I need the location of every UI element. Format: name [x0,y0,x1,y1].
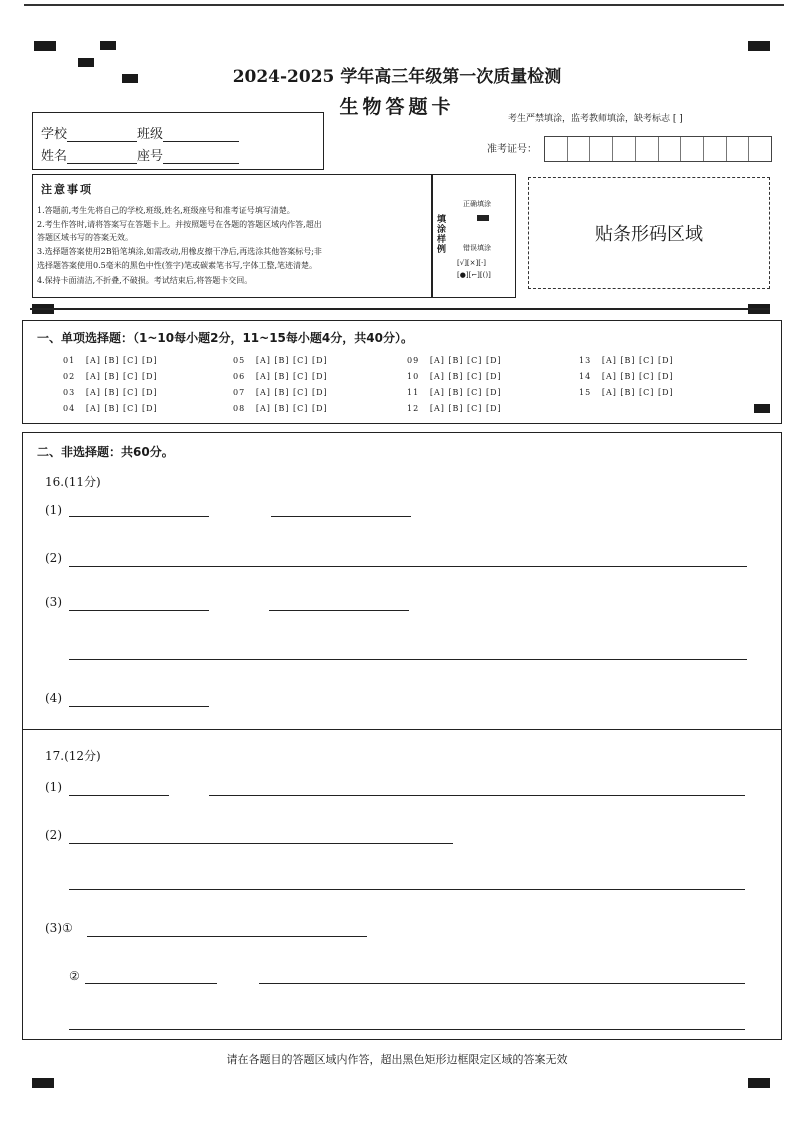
choice-question[interactable]: 05 [A] [B] [C] [D] [233,356,328,365]
q17-part3-label: (3)① [45,921,73,935]
section2-heading: 二、非选择题：共60分。 [37,445,174,459]
notes-title: 注意事项 [41,183,93,196]
answer-line[interactable] [69,566,747,567]
wrong-fill-label: 错误填涂 [463,244,491,252]
answer-line[interactable] [69,889,745,890]
notes-item: 1.答题前,考生先将自己的学校,班级,姓名,班级座号和准考证号填写清楚。 [37,206,295,215]
answer-line[interactable] [85,983,217,984]
answer-line[interactable] [259,983,745,984]
choice-question[interactable]: 14 [A] [B] [C] [D] [579,372,674,381]
top-border-line [24,4,784,6]
free-response-section [22,432,782,1040]
position-mark [748,41,770,51]
barcode-area [528,177,770,289]
choice-question[interactable]: 03 [A] [B] [C] [D] [63,388,158,397]
page-title: 2024-2025 学年高三年级第一次质量检测 [232,67,562,87]
q17-part1-label: (1) [45,780,62,794]
choice-question[interactable]: 09 [A] [B] [C] [D] [407,356,502,365]
q16-part2-label: (2) [45,551,62,565]
answer-line[interactable] [209,795,745,796]
answer-line[interactable] [69,706,209,707]
wrong-fill-marks: [√][×][·] [457,259,486,267]
ticket-number-label: 准考证号： [487,144,537,155]
question-divider [23,729,781,730]
section1-heading: 一、单项选择题：（1~10每小题2分，11~15每小题4分，共40分）。 [37,331,413,345]
answer-line[interactable] [269,610,409,611]
answer-line[interactable] [69,610,209,611]
notes-item: 选择题答案使用0.5毫米的黑色中性(签字)笔或碳素笔书写,字体工整,笔迹清楚。 [37,261,318,270]
notes-box [32,174,432,298]
position-mark [100,41,116,50]
notes-item: 3.选择题答案使用2B铅笔填涂,如需改动,用橡皮擦干净后,再选涂其他答案标号;非 [37,247,322,256]
info-row-school [41,123,239,142]
answer-line[interactable] [87,936,367,937]
class-label: 班级 [137,127,164,142]
answer-line[interactable] [69,795,169,796]
q17-title: 17.(12分) [45,749,101,763]
info-row-name [41,145,239,164]
notes-item: 2.考生作答时,请将答案写在答题卡上。并按照题号在各题的答题区域内作答,超出 [37,220,322,229]
answer-line[interactable] [271,516,411,517]
barcode-label: 贴条形码区域 [595,224,703,245]
answer-line[interactable] [69,1029,745,1030]
correct-fill-label: 正确填涂 [463,200,491,208]
multiple-choice-section [22,320,782,424]
q16-title: 16.(11分) [45,475,101,489]
choice-question[interactable]: 07 [A] [B] [C] [D] [233,388,328,397]
choice-question[interactable]: 11 [A] [B] [C] [D] [407,388,502,397]
q16-part1-label: (1) [45,503,62,517]
name-field[interactable] [67,149,137,164]
q17-part3b-label: ② [69,969,80,983]
choice-question[interactable]: 10 [A] [B] [C] [D] [407,372,502,381]
q16-part4-label: (4) [45,691,62,705]
answer-line[interactable] [69,516,209,517]
position-mark [32,1078,54,1088]
seat-field[interactable] [163,149,239,164]
school-label: 学校 [41,127,68,142]
choice-question[interactable]: 04 [A] [B] [C] [D] [63,404,158,413]
ticket-number-grid[interactable] [544,136,772,162]
choice-question[interactable]: 12 [A] [B] [C] [D] [407,404,502,413]
seat-label: 座号 [137,149,164,164]
choice-question[interactable]: 01 [A] [B] [C] [D] [63,356,158,365]
name-label: 姓名 [41,149,68,164]
q16-part3-label: (3) [45,595,62,609]
q17-part2-label: (2) [45,828,62,842]
student-info-box [32,112,324,170]
fill-sample-box [432,174,516,298]
notes-item: 答题区域书写的答案无效。 [37,233,133,242]
choice-question[interactable]: 02 [A] [B] [C] [D] [63,372,158,381]
answer-line[interactable] [69,659,747,660]
footer-note: 请在各题目的答题区域内作答，超出黑色矩形边框限定区域的答案无效 [226,1053,568,1066]
wrong-fill-marks: [●][⌐][()] [457,271,491,279]
choice-question[interactable]: 13 [A] [B] [C] [D] [579,356,674,365]
school-field[interactable] [67,127,137,142]
position-mark [748,1078,770,1088]
choice-question[interactable]: 15 [A] [B] [C] [D] [579,388,674,397]
choice-question[interactable]: 08 [A] [B] [C] [D] [233,404,328,413]
correct-fill-mark [477,215,489,221]
absence-mark-note: 考生严禁填涂，监考教师填涂，缺考标志 [ ] [508,114,683,124]
separator-line [30,308,770,310]
choice-question[interactable]: 06 [A] [B] [C] [D] [233,372,328,381]
notes-item: 4.保持卡面清洁,不折叠,不破损。考试结束后,将答题卡交回。 [37,276,253,285]
fill-sample-label: 填涂样例 [437,215,447,255]
answer-line[interactable] [69,843,453,844]
page-subtitle: 生物答题卡 [339,96,455,118]
position-mark [34,41,56,51]
class-field[interactable] [163,127,239,142]
